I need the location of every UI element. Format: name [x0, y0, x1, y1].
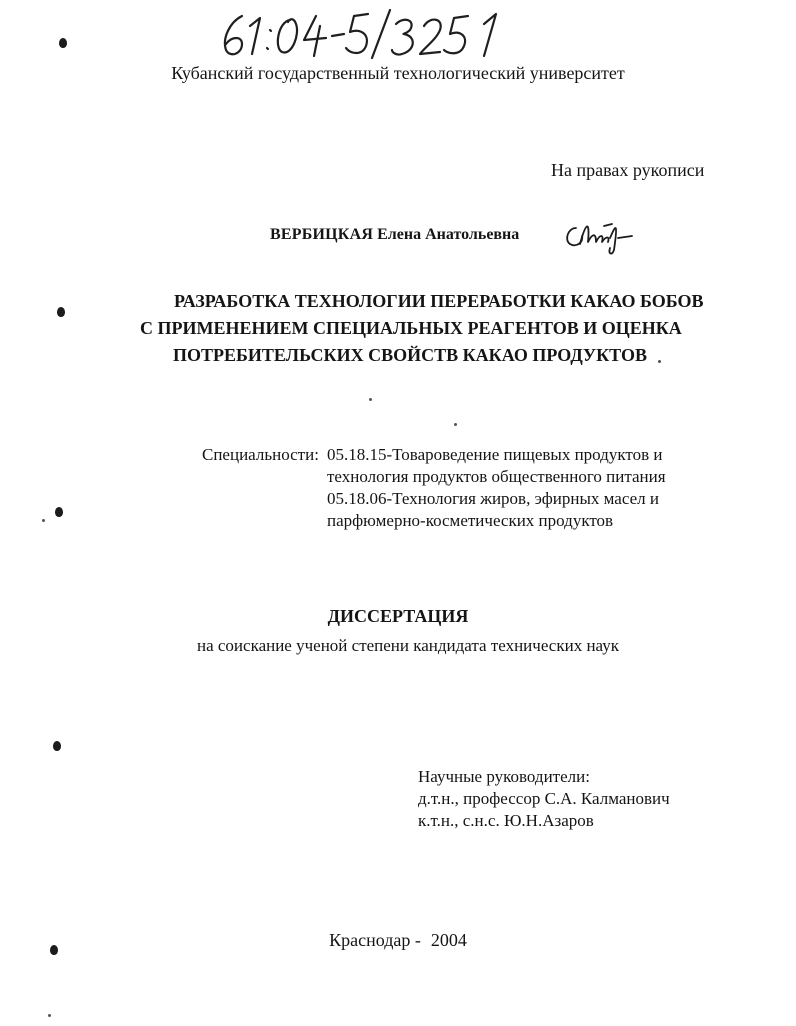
scan-speck: [42, 519, 45, 522]
binding-hole-mark: [50, 945, 58, 955]
scan-speck: [48, 1014, 51, 1017]
specialty-line: 05.18.15-Товароведение пищевых продуктов и: [327, 445, 663, 464]
specialty-line: технология продуктов общественного питания: [327, 467, 666, 486]
scan-speck: [658, 360, 661, 363]
binding-hole-mark: [55, 507, 63, 517]
specialties-label: Специальности:: [202, 445, 319, 464]
title-line: РАЗРАБОТКА ТЕХНОЛОГИИ ПЕРЕРАБОТКИ КАКАО БОБОВ: [174, 291, 704, 311]
title-line: ПОТРЕБИТЕЛЬСКИХ СВОЙСТВ КАКАО ПРОДУКТОВ: [173, 345, 647, 365]
university-name: Кубанский государственный технологический университет: [171, 63, 625, 83]
author-surname: ВЕРБИЦКАЯ: [270, 226, 374, 243]
document-type: ДИССЕРТАЦИЯ: [327, 606, 469, 626]
supervisor-name: д.т.н., профессор С.А. Калманович: [418, 789, 670, 808]
supervisors-heading: Научные руководители:: [418, 767, 590, 786]
binding-hole-mark: [57, 307, 65, 317]
title-line: С ПРИМЕНЕНИЕМ СПЕЦИАЛЬНЫХ РЕАГЕНТОВ И ОЦЕНКА: [140, 318, 682, 338]
author-signature: [560, 214, 640, 258]
rights-notice: На правах рукописи: [551, 160, 705, 180]
scan-speck: [454, 423, 457, 426]
specialty-line: 05.18.06-Технология жиров, эфирных масел и: [327, 489, 659, 508]
author-name: [270, 226, 519, 244]
binding-hole-mark: [53, 741, 61, 751]
year: 2004: [430, 930, 467, 950]
degree-line: на соискание ученой степени кандидата технических наук: [196, 636, 619, 655]
scan-speck: [369, 398, 372, 401]
author-given-names: Елена Анатольевна: [377, 226, 520, 243]
city-year: [0, 930, 796, 951]
specialty-line: парфюмерно-косметических продуктов: [327, 511, 614, 530]
supervisor-name: к.т.н., с.н.с. Ю.Н.Азаров: [418, 811, 594, 830]
city: Краснодар -: [329, 930, 421, 950]
archive-code-handwritten: [212, 4, 512, 64]
binding-hole-mark: [59, 38, 67, 48]
